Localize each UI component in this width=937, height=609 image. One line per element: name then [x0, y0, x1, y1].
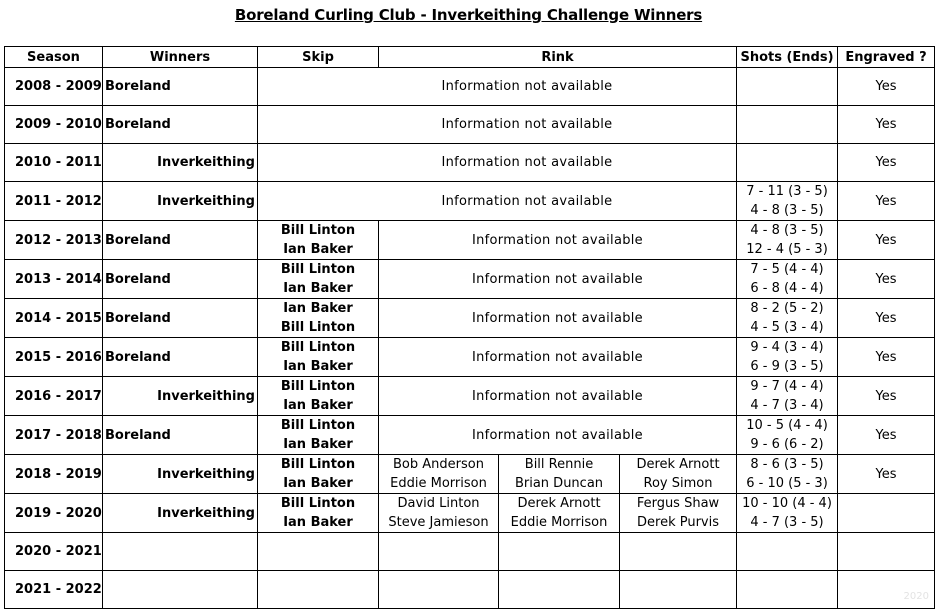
info-cell: Information not available — [379, 299, 737, 338]
rink-player: Derek Purvis — [637, 515, 719, 530]
skip-line-1: Bill Linton — [280, 379, 356, 394]
engraved-cell: Yes — [838, 182, 935, 221]
shots-cell — [737, 68, 838, 106]
winner-cell: Inverkeithing — [103, 144, 258, 182]
season-cell: 2018 - 2019 — [5, 455, 103, 494]
winner-cell: Inverkeithing — [103, 182, 258, 221]
header-skip: Skip — [258, 47, 379, 68]
shots-line-1: 10 - 10 (4 - 4) — [742, 496, 832, 511]
engraved-cell — [838, 533, 935, 571]
info-cell: Information not available — [379, 260, 737, 299]
page-title: Boreland Curling Club - Inverkeithing Challenge Winners — [234, 6, 703, 24]
rink-player: Derek Arnott — [517, 496, 601, 511]
header-winners: Winners — [103, 47, 258, 68]
table-row — [5, 533, 935, 571]
shots-line-2: 6 - 9 (3 - 5) — [750, 359, 824, 374]
shots-line-2: 4 - 8 (3 - 5) — [750, 203, 824, 218]
rink-cell — [499, 455, 620, 494]
engraved-cell: Yes — [838, 68, 935, 106]
table-row — [5, 571, 935, 609]
shots-line-1: 8 - 2 (5 - 2) — [750, 301, 824, 316]
winner-cell — [103, 571, 258, 609]
table-row — [5, 182, 935, 221]
shots-cell — [737, 377, 838, 416]
rink-cell — [499, 571, 620, 609]
rink-player: Bill Rennie — [524, 457, 594, 472]
skip-line-2: Ian Baker — [283, 281, 353, 296]
header-row — [5, 47, 935, 68]
skip-line-2: Ian Baker — [283, 515, 353, 530]
shots-cell — [737, 416, 838, 455]
shots-line-1: 9 - 7 (4 - 4) — [750, 379, 824, 394]
skip-cell — [258, 299, 379, 338]
shots-line-2: 4 - 7 (3 - 4) — [750, 398, 824, 413]
info-cell: Information not available — [379, 338, 737, 377]
header-season: Season — [5, 47, 103, 68]
shots-line-1: 7 - 11 (3 - 5) — [746, 184, 828, 199]
shots-cell — [737, 299, 838, 338]
shots-line-2: 12 - 4 (5 - 3) — [746, 242, 828, 257]
info-cell: Information not available — [258, 106, 737, 144]
engraved-cell: Yes — [838, 260, 935, 299]
winner-cell: Boreland — [103, 221, 258, 260]
skip-cell — [258, 416, 379, 455]
table-row — [5, 260, 935, 299]
info-cell: Information not available — [258, 182, 737, 221]
skip-line-2: Ian Baker — [283, 359, 353, 374]
engraved-cell: Yes — [838, 338, 935, 377]
table-row — [5, 221, 935, 260]
winner-cell: Boreland — [103, 260, 258, 299]
shots-line-2: 6 - 8 (4 - 4) — [750, 281, 824, 296]
skip-cell — [258, 494, 379, 533]
season-cell: 2011 - 2012 — [5, 182, 103, 221]
rink-player: Derek Arnott — [636, 457, 720, 472]
skip-cell — [258, 221, 379, 260]
rink-cell — [499, 533, 620, 571]
engraved-cell: Yes — [838, 144, 935, 182]
engraved-cell: Yes — [838, 221, 935, 260]
rink-player: Steve Jamieson — [388, 515, 489, 530]
shots-line-1: 7 - 5 (4 - 4) — [750, 262, 824, 277]
skip-line-1: Bill Linton — [280, 418, 356, 433]
skip-line-2: Ian Baker — [283, 242, 353, 257]
rink-cell — [620, 571, 737, 609]
winner-cell — [103, 533, 258, 571]
engraved-cell: Yes — [838, 106, 935, 144]
season-cell: 2017 - 2018 — [5, 416, 103, 455]
skip-line-1: Bill Linton — [280, 340, 356, 355]
shots-cell — [737, 494, 838, 533]
season-cell: 2016 - 2017 — [5, 377, 103, 416]
rink-cell — [379, 571, 499, 609]
winners-table — [4, 46, 935, 609]
shots-line-2: 9 - 6 (6 - 2) — [750, 437, 824, 452]
rink-cell — [379, 494, 499, 533]
watermark: 2020 — [903, 591, 929, 602]
rink-cell — [379, 455, 499, 494]
season-cell: 2010 - 2011 — [5, 144, 103, 182]
shots-cell — [737, 260, 838, 299]
skip-cell — [258, 571, 379, 609]
rink-cell — [620, 494, 737, 533]
header-rink: Rink — [379, 47, 737, 68]
skip-line-1: Bill Linton — [280, 457, 356, 472]
shots-cell — [737, 144, 838, 182]
rink-player: Eddie Morrison — [390, 476, 487, 491]
table-row — [5, 455, 935, 494]
winner-cell: Boreland — [103, 68, 258, 106]
season-cell: 2012 - 2013 — [5, 221, 103, 260]
info-cell: Information not available — [258, 68, 737, 106]
skip-cell — [258, 377, 379, 416]
shots-cell — [737, 182, 838, 221]
engraved-cell: Yes — [838, 455, 935, 494]
skip-cell — [258, 260, 379, 299]
table-row — [5, 338, 935, 377]
table-row — [5, 494, 935, 533]
shots-line-1: 10 - 5 (4 - 4) — [746, 418, 828, 433]
engraved-cell — [838, 571, 935, 609]
skip-line-2: Ian Baker — [283, 437, 353, 452]
header-shots: Shots (Ends) — [737, 47, 838, 68]
rink-player: Bob Anderson — [393, 457, 484, 472]
table-row — [5, 299, 935, 338]
table-row — [5, 106, 935, 144]
season-cell: 2019 - 2020 — [5, 494, 103, 533]
winner-cell: Boreland — [103, 106, 258, 144]
rink-player: Roy Simon — [643, 476, 713, 491]
rink-cell — [499, 494, 620, 533]
skip-cell — [258, 455, 379, 494]
rink-cell — [379, 533, 499, 571]
shots-cell — [737, 571, 838, 609]
table-row — [5, 377, 935, 416]
shots-cell — [737, 455, 838, 494]
shots-line-1: 4 - 8 (3 - 5) — [750, 223, 824, 238]
info-cell: Information not available — [379, 221, 737, 260]
season-cell: 2013 - 2014 — [5, 260, 103, 299]
skip-line-1: Ian Baker — [283, 301, 353, 316]
rink-player: Fergus Shaw — [636, 496, 720, 511]
winner-cell: Boreland — [103, 416, 258, 455]
rink-cell — [620, 533, 737, 571]
season-cell: 2014 - 2015 — [5, 299, 103, 338]
season-cell: 2015 - 2016 — [5, 338, 103, 377]
shots-line-2: 4 - 5 (3 - 4) — [750, 320, 824, 335]
rink-player: Eddie Morrison — [510, 515, 608, 530]
shots-cell — [737, 106, 838, 144]
shots-line-2: 4 - 7 (3 - 5) — [750, 515, 824, 530]
shots-cell — [737, 338, 838, 377]
engraved-cell — [838, 494, 935, 533]
shots-cell — [737, 221, 838, 260]
rink-cell — [620, 455, 737, 494]
table-row — [5, 144, 935, 182]
engraved-cell: Yes — [838, 377, 935, 416]
winner-cell: Boreland — [103, 338, 258, 377]
header-engraved: Engraved ? — [838, 47, 935, 68]
skip-line-2: Ian Baker — [283, 398, 353, 413]
skip-cell — [258, 533, 379, 571]
skip-line-1: Bill Linton — [280, 223, 356, 238]
winner-cell: Inverkeithing — [103, 494, 258, 533]
info-cell: Information not available — [258, 144, 737, 182]
rink-player: Brian Duncan — [514, 476, 604, 491]
winner-cell: Inverkeithing — [103, 455, 258, 494]
season-cell: 2008 - 2009 — [5, 68, 103, 106]
skip-line-2: Bill Linton — [280, 320, 356, 335]
winner-cell: Boreland — [103, 299, 258, 338]
engraved-cell: Yes — [838, 299, 935, 338]
skip-line-1: Bill Linton — [280, 262, 356, 277]
skip-line-1: Bill Linton — [280, 496, 356, 511]
table-row — [5, 416, 935, 455]
season-cell: 2021 - 2022 — [5, 571, 103, 609]
info-cell: Information not available — [379, 416, 737, 455]
engraved-cell: Yes — [838, 416, 935, 455]
info-cell: Information not available — [379, 377, 737, 416]
winner-cell: Inverkeithing — [103, 377, 258, 416]
table-row — [5, 68, 935, 106]
season-cell: 2009 - 2010 — [5, 106, 103, 144]
shots-line-2: 6 - 10 (5 - 3) — [746, 476, 828, 491]
shots-line-1: 9 - 4 (3 - 4) — [750, 340, 824, 355]
rink-player: David Linton — [397, 496, 480, 511]
shots-line-1: 8 - 6 (3 - 5) — [750, 457, 824, 472]
shots-cell — [737, 533, 838, 571]
skip-line-2: Ian Baker — [283, 476, 353, 491]
season-cell: 2020 - 2021 — [5, 533, 103, 571]
skip-cell — [258, 338, 379, 377]
